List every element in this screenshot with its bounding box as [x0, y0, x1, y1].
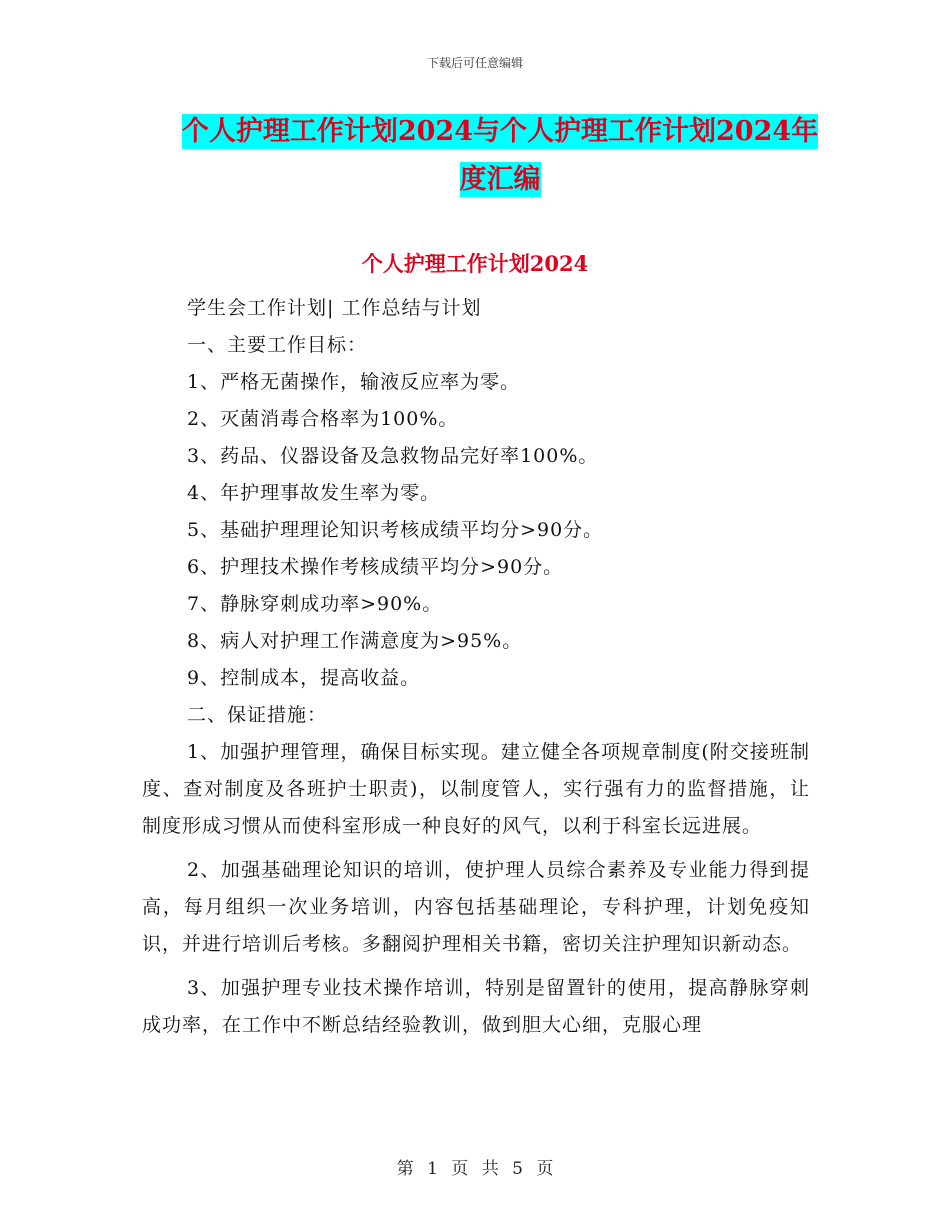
subtitle-line: 学生会工作计划| 工作总结与计划 [187, 297, 482, 319]
section-title: 个人护理工作计划2024 [361, 251, 589, 276]
paragraph-gap [142, 845, 810, 852]
measure-paragraph: 1、加强护理管理，确保目标实现。建立健全各项规章制度(附交接班制度、查对制度及各班护士职责)，以制度管人，实行强有力的监督措施，让制度形成习惯从而使科室形成一种良好的风气，以利于科室长远进展。 [142, 741, 810, 837]
measure-paragraph: 2、加强基础理论知识的培训，使护理人员综合素养及专业能力得到提高，每月组织一次业务培训，内容包括基础理论，专科护理，计划免疫知识，并进行培训后考核。多翻阅护理相关书籍，密切关注护理知识新动态。 [142, 859, 810, 955]
footer-total-pages: 5 [512, 1159, 523, 1179]
goal-item: 9、控制成本，提高收益。 [187, 667, 421, 689]
goal-item: 8、病人对护理工作满意度为>95%。 [187, 630, 523, 652]
paragraph-gap [142, 963, 810, 970]
footer-page-unit: 页 [451, 1159, 469, 1179]
page-footer [0, 1154, 950, 1179]
goal-item: 6、护理技术操作考核成绩平均分>90分。 [187, 556, 564, 578]
header-note: 下载后可任意编辑 [426, 56, 523, 70]
document-title-line-1: 个人护理工作计划2024与个人护理工作计划2024年 [181, 116, 819, 147]
goal-item: 2、灭菌消毒合格率为100%。 [187, 408, 459, 430]
footer-total-unit: 页 [536, 1159, 554, 1179]
goal-item: 1、严格无菌操作，输液反应率为零。 [187, 371, 521, 393]
goal-item: 7、静脉穿刺成功率>90%。 [187, 593, 443, 615]
footer-page-label: 第 [396, 1159, 414, 1179]
document-body [142, 290, 810, 1044]
document-title-line-2: 度汇编 [459, 164, 541, 195]
measure-paragraph: 3、加强护理专业技术操作培训，特别是留置针的使用，提高静脉穿刺成功率，在工作中不断总结经验教训，做到胆大心细，克服心理 [142, 977, 810, 1036]
heading-main-goals: 一、主要工作目标： [187, 334, 368, 356]
goal-item: 4、年护理事故发生率为零。 [187, 482, 441, 504]
footer-total-label: 共 [481, 1159, 499, 1179]
goal-item: 5、基础护理理论知识考核成绩平均分>90分。 [187, 519, 604, 541]
footer-page-number: 1 [427, 1159, 438, 1179]
heading-measures: 二、保证措施： [187, 704, 328, 726]
document-title [150, 108, 850, 204]
goal-item: 3、药品、仪器设备及急救物品完好率100%。 [187, 445, 599, 467]
